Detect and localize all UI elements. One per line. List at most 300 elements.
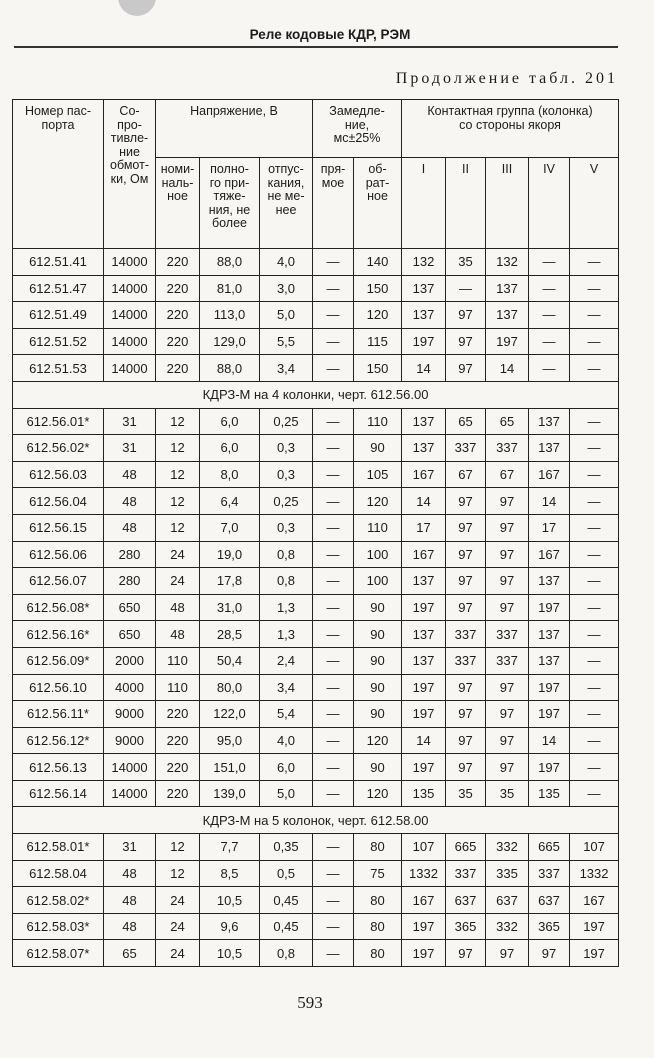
table-row xyxy=(13,541,619,568)
cell-delay-direct: — xyxy=(313,701,354,728)
table-row xyxy=(13,514,619,541)
cell-contact-col-1: 197 xyxy=(402,754,446,781)
cell-resistance: 31 xyxy=(104,408,156,435)
table-row xyxy=(13,275,619,302)
cell-resistance: 14000 xyxy=(104,355,156,382)
cell-contact-col-1: 17 xyxy=(402,514,446,541)
cell-contact-col-5: — xyxy=(570,674,619,701)
cell-contact-col-1: 167 xyxy=(402,541,446,568)
table-row xyxy=(13,568,619,595)
cell-contact-col-2: 97 xyxy=(446,674,486,701)
cell-passport-number: 612.56.13 xyxy=(13,754,104,781)
table-body-group-a xyxy=(13,249,619,382)
cell-resistance: 31 xyxy=(104,435,156,462)
cell-contact-col-3: 65 xyxy=(486,408,529,435)
cell-delay-reverse: 75 xyxy=(354,860,402,887)
cell-contact-col-3: 337 xyxy=(486,435,529,462)
cell-resistance: 14000 xyxy=(104,302,156,329)
cell-voltage-release: 0,8 xyxy=(260,541,313,568)
cell-voltage-release: 5,0 xyxy=(260,302,313,329)
header-delay: Замедле- ние, мс±25% xyxy=(313,100,402,158)
cell-resistance: 650 xyxy=(104,621,156,648)
cell-voltage-pickup: 28,5 xyxy=(200,621,260,648)
cell-passport-number: 612.56.14 xyxy=(13,780,104,807)
cell-delay-reverse: 120 xyxy=(354,727,402,754)
cell-delay-reverse: 90 xyxy=(354,594,402,621)
cell-resistance: 48 xyxy=(104,887,156,914)
cell-contact-col-5: — xyxy=(570,701,619,728)
cell-delay-direct: — xyxy=(313,913,354,940)
cell-contact-col-5: — xyxy=(570,514,619,541)
cell-contact-col-4: 137 xyxy=(529,568,570,595)
cell-contact-col-3: 137 xyxy=(486,302,529,329)
cell-delay-reverse: 100 xyxy=(354,568,402,595)
header-contacts: Контактная группа (колонка) со стороны якоря xyxy=(402,100,619,158)
cell-contact-col-2: 97 xyxy=(446,568,486,595)
table-row xyxy=(13,913,619,940)
cell-voltage-nominal: 12 xyxy=(156,488,200,515)
cell-contact-col-3: 97 xyxy=(486,940,529,967)
cell-contact-col-4: 137 xyxy=(529,435,570,462)
table-row xyxy=(13,249,619,276)
cell-contact-col-1: 137 xyxy=(402,647,446,674)
header-pickup: полно- го при- тяже- ния, не более xyxy=(200,158,260,249)
cell-contact-col-2: 337 xyxy=(446,435,486,462)
cell-contact-col-4: 135 xyxy=(529,780,570,807)
cell-contact-col-3: 132 xyxy=(486,249,529,276)
cell-contact-col-4: 197 xyxy=(529,674,570,701)
cell-voltage-nominal: 220 xyxy=(156,302,200,329)
cell-passport-number: 612.56.08* xyxy=(13,594,104,621)
cell-voltage-pickup: 88,0 xyxy=(200,249,260,276)
cell-voltage-release: 0,45 xyxy=(260,887,313,914)
cell-delay-reverse: 120 xyxy=(354,488,402,515)
cell-voltage-release: 0,3 xyxy=(260,461,313,488)
cell-contact-col-2: 337 xyxy=(446,647,486,674)
cell-contact-col-3: 337 xyxy=(486,621,529,648)
cell-contact-col-2: 337 xyxy=(446,621,486,648)
cell-passport-number: 612.56.01* xyxy=(13,408,104,435)
cell-contact-col-1: 137 xyxy=(402,435,446,462)
cell-voltage-release: 5,5 xyxy=(260,328,313,355)
cell-voltage-nominal: 220 xyxy=(156,355,200,382)
cell-delay-direct: — xyxy=(313,302,354,329)
cell-contact-col-4: — xyxy=(529,355,570,382)
cell-delay-reverse: 80 xyxy=(354,887,402,914)
cell-contact-col-2: 65 xyxy=(446,408,486,435)
cell-contact-col-5: — xyxy=(570,488,619,515)
cell-delay-direct: — xyxy=(313,860,354,887)
cell-contact-col-1: 197 xyxy=(402,674,446,701)
cell-contact-col-4: 167 xyxy=(529,541,570,568)
cell-contact-col-2: 97 xyxy=(446,727,486,754)
cell-voltage-nominal: 24 xyxy=(156,913,200,940)
cell-contact-col-5: — xyxy=(570,594,619,621)
cell-delay-direct: — xyxy=(313,674,354,701)
cell-contact-col-4: 137 xyxy=(529,621,570,648)
table-row xyxy=(13,594,619,621)
cell-resistance: 280 xyxy=(104,541,156,568)
cell-voltage-nominal: 220 xyxy=(156,275,200,302)
cell-contact-col-2: 365 xyxy=(446,913,486,940)
cell-contact-col-3: 97 xyxy=(486,541,529,568)
cell-contact-col-1: 197 xyxy=(402,594,446,621)
cell-contact-col-5: 197 xyxy=(570,913,619,940)
cell-voltage-pickup: 139,0 xyxy=(200,780,260,807)
cell-voltage-nominal: 12 xyxy=(156,514,200,541)
cell-contact-col-1: 167 xyxy=(402,887,446,914)
cell-voltage-pickup: 6,4 xyxy=(200,488,260,515)
cell-delay-reverse: 110 xyxy=(354,408,402,435)
header-nominal: номи- наль- ное xyxy=(156,158,200,249)
cell-contact-col-5: 107 xyxy=(570,834,619,861)
cell-resistance: 14000 xyxy=(104,275,156,302)
cell-contact-col-3: 35 xyxy=(486,780,529,807)
cell-voltage-nominal: 12 xyxy=(156,860,200,887)
cell-voltage-nominal: 220 xyxy=(156,328,200,355)
header-col-2: II xyxy=(446,158,486,249)
cell-voltage-pickup: 9,6 xyxy=(200,913,260,940)
cell-voltage-release: 0,8 xyxy=(260,940,313,967)
cell-voltage-pickup: 17,8 xyxy=(200,568,260,595)
header-col-3: III xyxy=(486,158,529,249)
cell-contact-col-1: 197 xyxy=(402,328,446,355)
cell-contact-col-2: 97 xyxy=(446,355,486,382)
cell-delay-reverse: 90 xyxy=(354,621,402,648)
cell-voltage-release: 0,25 xyxy=(260,488,313,515)
cell-contact-col-5: 197 xyxy=(570,940,619,967)
cell-resistance: 48 xyxy=(104,860,156,887)
cell-contact-col-4: 137 xyxy=(529,408,570,435)
cell-contact-col-4: — xyxy=(529,249,570,276)
cell-delay-direct: — xyxy=(313,780,354,807)
cell-contact-col-1: 197 xyxy=(402,940,446,967)
cell-resistance: 4000 xyxy=(104,674,156,701)
cell-delay-direct: — xyxy=(313,754,354,781)
cell-voltage-pickup: 31,0 xyxy=(200,594,260,621)
cell-contact-col-5: — xyxy=(570,302,619,329)
cell-contact-col-1: 137 xyxy=(402,621,446,648)
cell-delay-direct: — xyxy=(313,275,354,302)
header-release: отпус- кания, не ме- нее xyxy=(260,158,313,249)
cell-contact-col-2: 35 xyxy=(446,780,486,807)
cell-delay-direct: — xyxy=(313,488,354,515)
cell-contact-col-5: — xyxy=(570,435,619,462)
cell-contact-col-1: 14 xyxy=(402,355,446,382)
cell-voltage-pickup: 129,0 xyxy=(200,328,260,355)
cell-voltage-pickup: 81,0 xyxy=(200,275,260,302)
table-row xyxy=(13,621,619,648)
cell-contact-col-3: 337 xyxy=(486,647,529,674)
cell-voltage-nominal: 24 xyxy=(156,940,200,967)
cell-voltage-nominal: 12 xyxy=(156,408,200,435)
cell-resistance: 14000 xyxy=(104,249,156,276)
cell-delay-direct: — xyxy=(313,647,354,674)
cell-delay-reverse: 90 xyxy=(354,435,402,462)
cell-passport-number: 612.58.03* xyxy=(13,913,104,940)
cell-voltage-nominal: 48 xyxy=(156,621,200,648)
table-row xyxy=(13,328,619,355)
cell-contact-col-5: — xyxy=(570,541,619,568)
cell-delay-reverse: 150 xyxy=(354,275,402,302)
cell-delay-reverse: 110 xyxy=(354,514,402,541)
cell-voltage-pickup: 7,0 xyxy=(200,514,260,541)
cell-contact-col-4: 197 xyxy=(529,594,570,621)
header-passport: Номер пас- порта xyxy=(13,100,104,249)
cell-contact-col-4: — xyxy=(529,302,570,329)
table-row xyxy=(13,860,619,887)
cell-voltage-pickup: 10,5 xyxy=(200,940,260,967)
cell-contact-col-4: 17 xyxy=(529,514,570,541)
cell-voltage-release: 1,3 xyxy=(260,621,313,648)
cell-contact-col-5: 167 xyxy=(570,887,619,914)
cell-voltage-release: 0,25 xyxy=(260,408,313,435)
cell-passport-number: 612.56.06 xyxy=(13,541,104,568)
cell-voltage-pickup: 8,5 xyxy=(200,860,260,887)
cell-delay-reverse: 115 xyxy=(354,328,402,355)
section-row xyxy=(13,807,619,834)
cell-contact-col-2: 97 xyxy=(446,940,486,967)
cell-contact-col-5: — xyxy=(570,249,619,276)
cell-passport-number: 612.56.11* xyxy=(13,701,104,728)
cell-voltage-release: 4,0 xyxy=(260,249,313,276)
cell-contact-col-2: 97 xyxy=(446,754,486,781)
cell-voltage-nominal: 12 xyxy=(156,435,200,462)
cell-contact-col-5: — xyxy=(570,647,619,674)
cell-contact-col-5: — xyxy=(570,754,619,781)
cell-delay-reverse: 90 xyxy=(354,701,402,728)
cell-contact-col-2: 97 xyxy=(446,541,486,568)
cell-voltage-nominal: 24 xyxy=(156,568,200,595)
table-row xyxy=(13,701,619,728)
cell-contact-col-1: 135 xyxy=(402,780,446,807)
cell-voltage-nominal: 24 xyxy=(156,541,200,568)
page-number: 593 xyxy=(297,993,323,1012)
cell-voltage-pickup: 6,0 xyxy=(200,408,260,435)
cell-voltage-nominal: 12 xyxy=(156,461,200,488)
cell-voltage-pickup: 151,0 xyxy=(200,754,260,781)
table-row xyxy=(13,780,619,807)
table-row xyxy=(13,674,619,701)
section-title: КДРЗ-М на 5 колонок, черт. 612.58.00 xyxy=(13,807,619,834)
cell-passport-number: 612.58.02* xyxy=(13,887,104,914)
cell-resistance: 14000 xyxy=(104,780,156,807)
cell-resistance: 14000 xyxy=(104,754,156,781)
cell-contact-col-3: 97 xyxy=(486,754,529,781)
cell-voltage-pickup: 80,0 xyxy=(200,674,260,701)
cell-contact-col-3: 332 xyxy=(486,913,529,940)
cell-passport-number: 612.56.09* xyxy=(13,647,104,674)
cell-contact-col-4: 137 xyxy=(529,647,570,674)
cell-contact-col-1: 137 xyxy=(402,408,446,435)
cell-contact-col-2: 97 xyxy=(446,488,486,515)
cell-contact-col-2: 665 xyxy=(446,834,486,861)
cell-resistance: 48 xyxy=(104,461,156,488)
cell-contact-col-1: 14 xyxy=(402,488,446,515)
cell-contact-col-5: — xyxy=(570,355,619,382)
cell-contact-col-5: 1332 xyxy=(570,860,619,887)
cell-contact-col-4: 14 xyxy=(529,727,570,754)
cell-passport-number: 612.51.47 xyxy=(13,275,104,302)
cell-voltage-pickup: 10,5 xyxy=(200,887,260,914)
cell-contact-col-4: — xyxy=(529,328,570,355)
cell-delay-direct: — xyxy=(313,834,354,861)
cell-delay-direct: — xyxy=(313,408,354,435)
header-reverse: об- рат- ное xyxy=(354,158,402,249)
cell-contact-col-3: 97 xyxy=(486,701,529,728)
cell-delay-reverse: 120 xyxy=(354,302,402,329)
cell-delay-direct: — xyxy=(313,940,354,967)
cell-voltage-release: 0,5 xyxy=(260,860,313,887)
table-row xyxy=(13,647,619,674)
cell-contact-col-4: 97 xyxy=(529,940,570,967)
cell-contact-col-1: 107 xyxy=(402,834,446,861)
cell-passport-number: 612.56.03 xyxy=(13,461,104,488)
cell-voltage-pickup: 50,4 xyxy=(200,647,260,674)
cell-voltage-nominal: 220 xyxy=(156,249,200,276)
cell-delay-reverse: 90 xyxy=(354,647,402,674)
cell-delay-reverse: 120 xyxy=(354,780,402,807)
cell-resistance: 280 xyxy=(104,568,156,595)
page-title: Реле кодовые КДР, РЭМ xyxy=(249,27,411,42)
cell-contact-col-1: 132 xyxy=(402,249,446,276)
cell-delay-reverse: 150 xyxy=(354,355,402,382)
cell-resistance: 31 xyxy=(104,834,156,861)
cell-contact-col-1: 197 xyxy=(402,913,446,940)
cell-contact-col-2: 35 xyxy=(446,249,486,276)
cell-voltage-nominal: 220 xyxy=(156,780,200,807)
cell-voltage-nominal: 220 xyxy=(156,701,200,728)
cell-contact-col-2: — xyxy=(446,275,486,302)
cell-delay-reverse: 80 xyxy=(354,940,402,967)
cell-contact-col-1: 137 xyxy=(402,275,446,302)
cell-passport-number: 612.58.07* xyxy=(13,940,104,967)
cell-contact-col-2: 337 xyxy=(446,860,486,887)
cell-contact-col-2: 97 xyxy=(446,514,486,541)
cell-voltage-nominal: 220 xyxy=(156,727,200,754)
table-row xyxy=(13,355,619,382)
cell-contact-col-3: 335 xyxy=(486,860,529,887)
cell-contact-col-1: 137 xyxy=(402,568,446,595)
cell-passport-number: 612.56.02* xyxy=(13,435,104,462)
table-body-group-b xyxy=(13,408,619,807)
cell-resistance: 9000 xyxy=(104,701,156,728)
cell-voltage-pickup: 6,0 xyxy=(200,435,260,462)
cell-resistance: 14000 xyxy=(104,328,156,355)
cell-voltage-release: 0,8 xyxy=(260,568,313,595)
cell-delay-direct: — xyxy=(313,249,354,276)
cell-passport-number: 612.56.16* xyxy=(13,621,104,648)
cell-contact-col-1: 137 xyxy=(402,302,446,329)
cell-voltage-release: 0,3 xyxy=(260,435,313,462)
cell-contact-col-2: 97 xyxy=(446,594,486,621)
header-col-1: I xyxy=(402,158,446,249)
header-row-1 xyxy=(13,100,619,158)
cell-passport-number: 612.51.49 xyxy=(13,302,104,329)
cell-voltage-release: 0,3 xyxy=(260,514,313,541)
cell-delay-direct: — xyxy=(313,514,354,541)
cell-contact-col-5: — xyxy=(570,621,619,648)
cell-contact-col-5: — xyxy=(570,727,619,754)
cell-resistance: 650 xyxy=(104,594,156,621)
cell-voltage-nominal: 110 xyxy=(156,674,200,701)
cell-voltage-nominal: 220 xyxy=(156,754,200,781)
cell-delay-reverse: 100 xyxy=(354,541,402,568)
cell-resistance: 48 xyxy=(104,488,156,515)
cell-voltage-release: 3,4 xyxy=(260,355,313,382)
cell-contact-col-5: — xyxy=(570,328,619,355)
cell-voltage-release: 2,4 xyxy=(260,647,313,674)
cell-delay-direct: — xyxy=(313,541,354,568)
table-row xyxy=(13,488,619,515)
table-row xyxy=(13,940,619,967)
cell-contact-col-3: 137 xyxy=(486,275,529,302)
cell-delay-reverse: 90 xyxy=(354,754,402,781)
cell-delay-direct: — xyxy=(313,887,354,914)
cell-passport-number: 612.58.01* xyxy=(13,834,104,861)
cell-voltage-release: 6,0 xyxy=(260,754,313,781)
header-direct: пря- мое xyxy=(313,158,354,249)
cell-passport-number: 612.56.04 xyxy=(13,488,104,515)
cell-contact-col-4: — xyxy=(529,275,570,302)
cell-passport-number: 612.56.12* xyxy=(13,727,104,754)
cell-contact-col-5: — xyxy=(570,568,619,595)
cell-contact-col-2: 97 xyxy=(446,302,486,329)
cell-voltage-release: 4,0 xyxy=(260,727,313,754)
cell-contact-col-2: 637 xyxy=(446,887,486,914)
cell-voltage-nominal: 110 xyxy=(156,647,200,674)
cell-contact-col-4: 665 xyxy=(529,834,570,861)
cell-resistance: 48 xyxy=(104,514,156,541)
cell-delay-reverse: 90 xyxy=(354,674,402,701)
cell-resistance: 65 xyxy=(104,940,156,967)
cell-voltage-pickup: 8,0 xyxy=(200,461,260,488)
cell-contact-col-3: 332 xyxy=(486,834,529,861)
section-title: КДРЗ-М на 4 колонки, черт. 612.56.00 xyxy=(13,381,619,408)
cell-contact-col-4: 167 xyxy=(529,461,570,488)
table-row xyxy=(13,887,619,914)
cell-delay-direct: — xyxy=(313,727,354,754)
cell-contact-col-1: 14 xyxy=(402,727,446,754)
cell-contact-col-1: 1332 xyxy=(402,860,446,887)
cell-delay-direct: — xyxy=(313,461,354,488)
header-resistance: Со- про- тивле- ние обмот- ки, Ом xyxy=(104,100,156,249)
cell-voltage-pickup: 95,0 xyxy=(200,727,260,754)
section-row xyxy=(13,381,619,408)
cell-delay-direct: — xyxy=(313,355,354,382)
cell-resistance: 2000 xyxy=(104,647,156,674)
cell-contact-col-3: 67 xyxy=(486,461,529,488)
cell-contact-col-4: 637 xyxy=(529,887,570,914)
table-row xyxy=(13,727,619,754)
cell-voltage-release: 1,3 xyxy=(260,594,313,621)
cell-passport-number: 612.56.15 xyxy=(13,514,104,541)
cell-contact-col-3: 637 xyxy=(486,887,529,914)
cell-contact-col-4: 197 xyxy=(529,754,570,781)
cell-passport-number: 612.56.10 xyxy=(13,674,104,701)
cell-delay-direct: — xyxy=(313,594,354,621)
cell-voltage-release: 0,35 xyxy=(260,834,313,861)
cell-resistance: 9000 xyxy=(104,727,156,754)
cell-contact-col-2: 97 xyxy=(446,701,486,728)
cell-contact-col-5: — xyxy=(570,408,619,435)
cell-contact-col-4: 337 xyxy=(529,860,570,887)
table-row xyxy=(13,302,619,329)
cell-voltage-pickup: 88,0 xyxy=(200,355,260,382)
table-body-group-c xyxy=(13,834,619,967)
cell-voltage-nominal: 12 xyxy=(156,834,200,861)
cell-contact-col-4: 365 xyxy=(529,913,570,940)
